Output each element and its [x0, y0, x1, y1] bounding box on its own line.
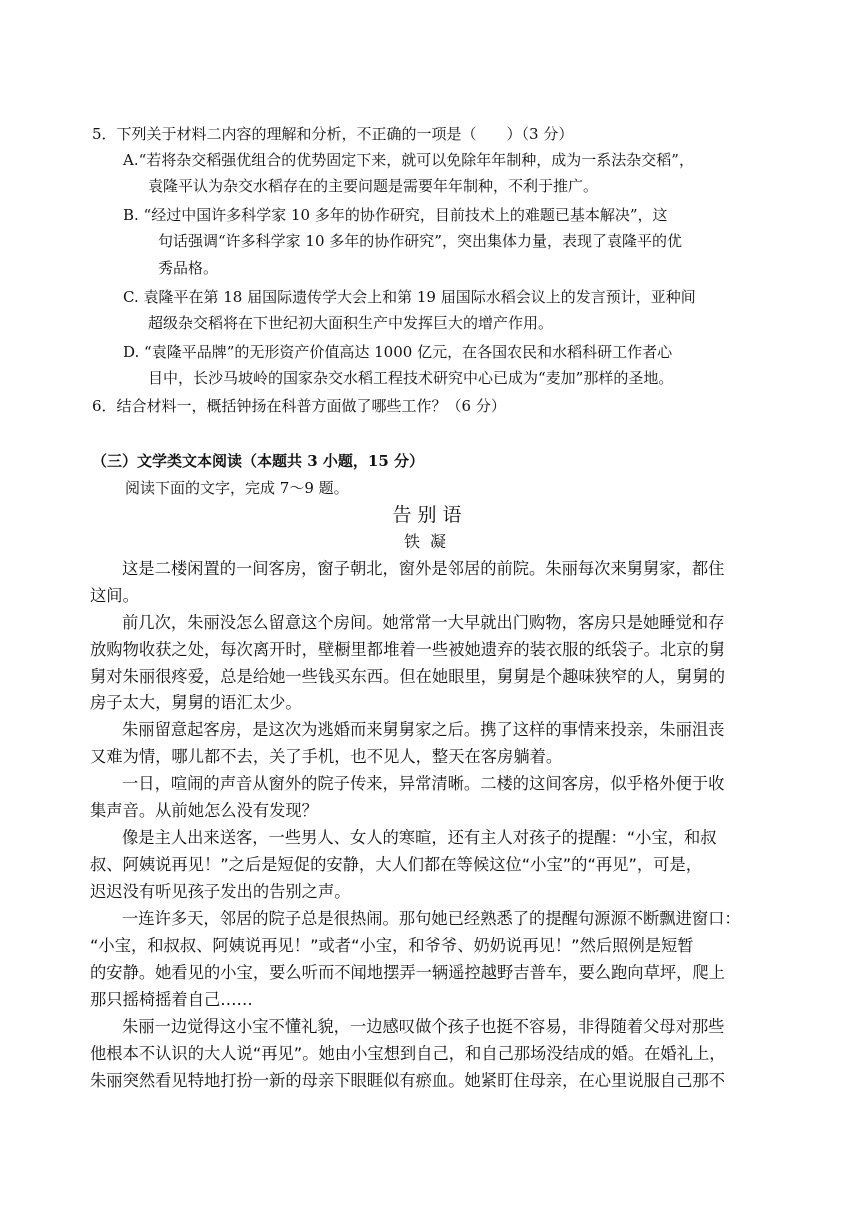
story-line: 一连许多天，邻居的院子总是很热闹。那句她已经熟悉了的提醒句源源不断飘进窗口：	[122, 909, 741, 928]
story-line: 迟迟没有听见孩子发出的告别之声。	[90, 882, 351, 901]
option-c-line-1: C. 袁隆平在第 18 届国际遗传学大会上和第 19 届国际水稻会议上的发言预计，亚种间	[123, 288, 696, 306]
option-b-line-1: B. “经过中国许多科学家 10 多年的协作研究，目前技术上的难题已基本解决”，这	[123, 206, 668, 224]
story-line: 放购物收获之处，每次离开时，壁橱里都堆着一些被她遗弃的装衣服的纸袋子。北京的舅	[90, 640, 725, 659]
option-b-line-3: 秀品格。	[158, 259, 219, 277]
option-a-line-2: 袁隆平认为杂交水稻存在的主要问题是需要年年制种，不利于推广。	[148, 177, 599, 195]
option-d-line-1: D. “袁隆平品牌”的无形资产价值高达 1000 亿元，在各国农民和水稻科研工作者心	[123, 343, 673, 361]
story-line: 朱丽突然看见特地打扮一新的母亲下眼睚似有瘀血。她紧盯住母亲，在心里说服自己那不	[90, 1071, 725, 1090]
story-line: 的安静。她看见的小宝，要么听而不闻地摆弄一辆遥控越野吉普车，要么跑向草坪，爬上	[90, 963, 725, 982]
option-c-line-2: 超级杂交稻将在下世纪初大面积生产中发挥巨大的增产作用。	[148, 314, 554, 332]
story-line: 集声音。从前她怎么没有发现？	[90, 801, 318, 820]
section-heading: （三）文学类文本阅读（本题共 3 小题，15 分）	[92, 452, 424, 470]
story-line: 舅对朱丽很疼爱，总是给她一些钱买东西。但在她眼里，舅舅是个趣味狭窄的人，舅舅的	[90, 667, 725, 686]
story-line: 那只摇椅摇着自己……	[90, 990, 253, 1009]
question-5-stem: 5．下列关于材料二内容的理解和分析，不正确的一项是（ ）（3 分）	[92, 125, 574, 143]
story-line: 叔、阿姨说再见！”之后是短促的安静，大人们都在等候这位“小宝”的“再见”，可是，	[90, 855, 703, 874]
story-title: 告别语	[392, 504, 468, 526]
story-line: “小宝，和叔叔、阿姨说再见！”或者“小宝，和爷爷、奶奶说再见！”然后照例是短暂	[90, 936, 694, 955]
story-line: 他根本不认识的大人说“再见”。她由小宝想到自己，和自己那场没结成的婚。在婚礼上，	[90, 1044, 726, 1063]
question-6: 6．结合材料一，概括钟扬在科普方面做了哪些工作？（6 分）	[92, 397, 506, 415]
story-line: 像是主人出来送客，一些男人、女人的寒暄，还有主人对孩子的提醒：“小宝，和叔	[122, 828, 717, 847]
section-instruction: 阅读下面的文字，完成 7～9 题。	[125, 479, 349, 497]
story-line: 朱丽一边觉得这小宝不懂礼貌，一边感叹做个孩子也挺不容易，非得随着父母对那些	[122, 1017, 725, 1036]
story-line: 这是二楼闲置的一间客房，窗子朝北，窗外是邻居的前院。朱丽每次来舅舅家，都住	[122, 559, 725, 578]
option-b-line-2: 句话强调“许多科学家 10 多年的协作研究”，突出集体力量，表现了袁隆平的优	[158, 232, 682, 250]
story-line: 朱丽留意起客房，是这次为逃婚而来舅舅家之后。携了这样的事情来投亲，朱丽沮丧	[122, 720, 725, 739]
option-d-line-2: 目中，长沙马坡岭的国家杂交水稻工程技术研究中心已成为“麦加”那样的圣地。	[148, 369, 674, 387]
option-a-line-1: A.“若将杂交稻强优组合的优势固定下来，就可以免除年年制种，成为一系法杂交稻”，	[123, 151, 694, 169]
story-line: 房子太大，舅舅的语汇太少。	[90, 693, 302, 712]
story-line: 又难为情，哪儿都不去，关了手机，也不见人，整天在客房躺着。	[90, 747, 563, 766]
story-line: 一日，喧闹的声音从窗外的院子传来，异常清晰。二楼的这间客房，似乎格外便于收	[122, 774, 725, 793]
story-line: 这间。	[90, 586, 139, 605]
story-author: 铁凝	[403, 532, 456, 551]
story-line: 前几次，朱丽没怎么留意这个房间。她常常一大早就出门购物，客房只是她睡觉和存	[122, 613, 725, 632]
